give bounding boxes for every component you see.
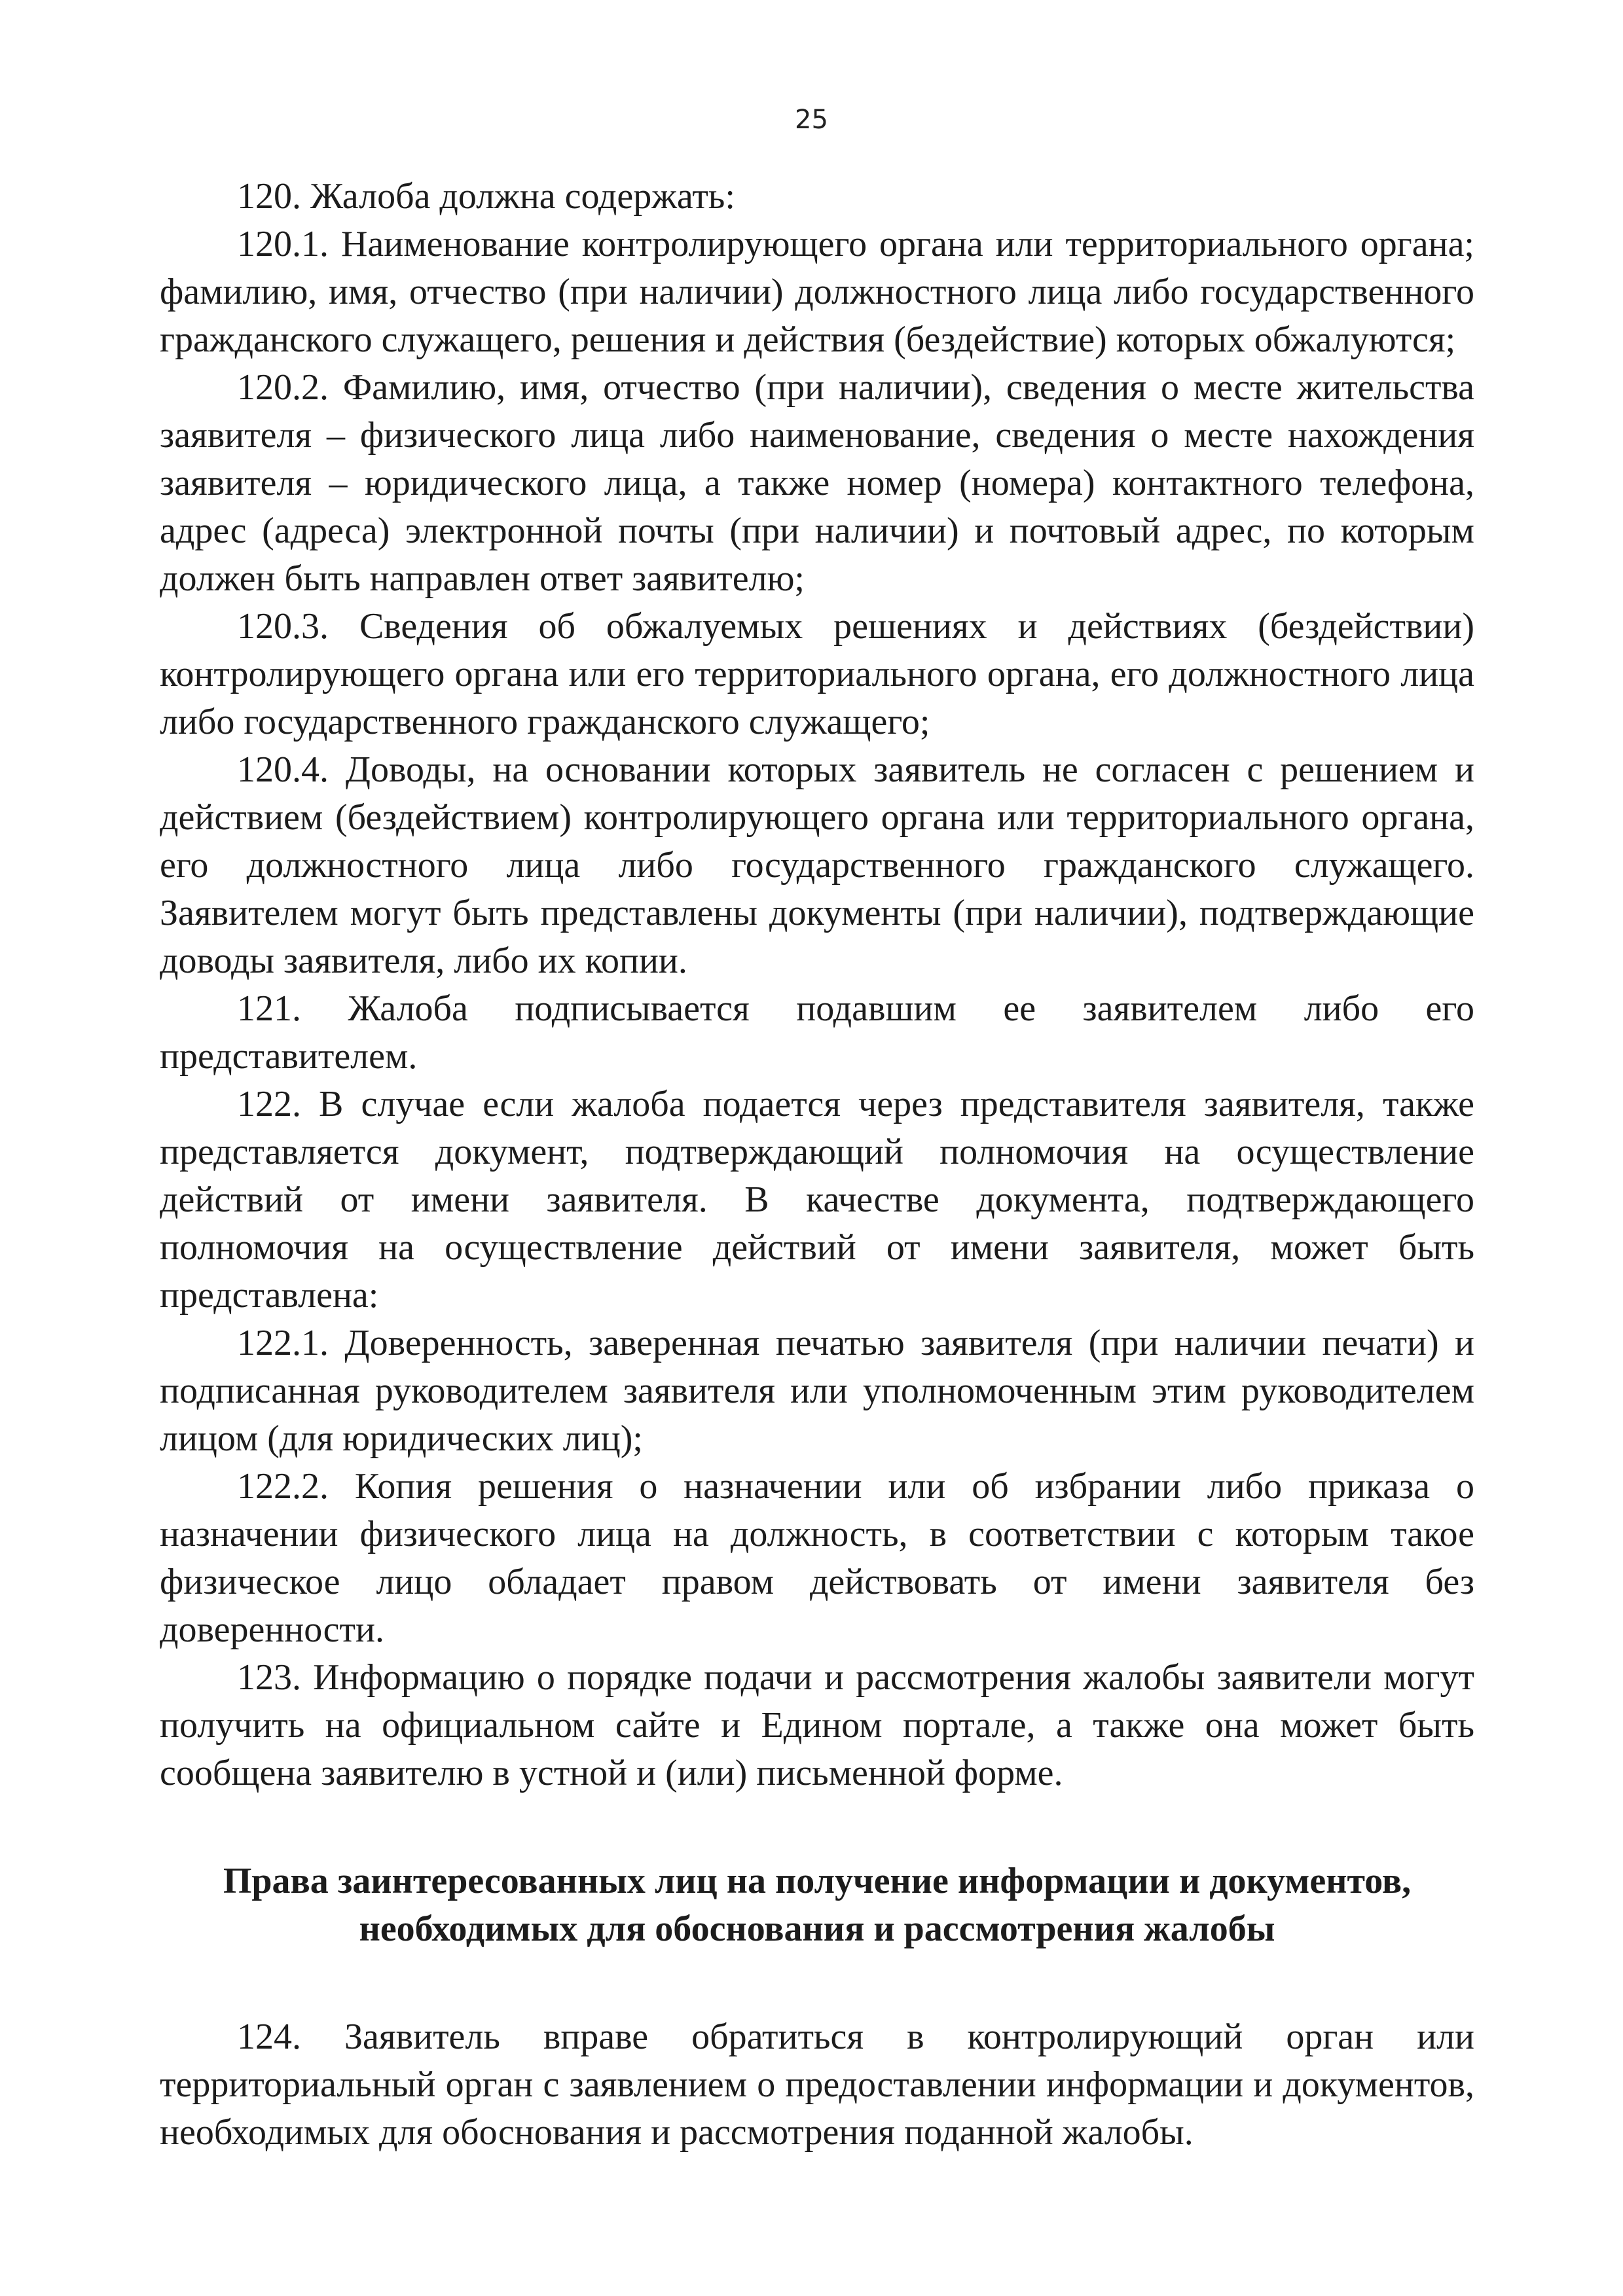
paragraph-123: 123. Информацию о порядке подачи и рассмотрения жалобы заявители могут получить на официальном сайте и Едином портале, а также она может быть сообщена заявителю в устной и (или) письменной форме. — [160, 1657, 1474, 1793]
paragraph-122-1: 122.1. Доверенность, заверенная печатью заявителя (при наличии печати) и подписанная руководителем заявителя или уполномоченным этим руководителем лицом (для юридических лиц); — [160, 1323, 1474, 1459]
section-heading — [160, 1857, 1474, 1953]
paragraph-122: 122. В случае если жалоба подается через представителя заявителя, также представляется документ, подтверждающий полномочия на осуществление действий от имени заявителя. В качестве документа, подтверждающего полномочия на осуществление действий от имени заявителя, может быть представлена: — [160, 1084, 1474, 1316]
paragraph-120-2: 120.2. Фамилию, имя, отчество (при наличии), сведения о месте жительства заявителя – физического лица либо наименование, сведения о месте нахождения заявителя – юридического лица, а также номер (номера) контактного телефона, адрес (адреса) электронной почты (при наличии) и почтовый адрес, по которым должен быть направлен ответ заявителю; — [160, 367, 1474, 599]
paragraph-121: 121. Жалоба подписывается подавшим ее заявителем либо его представителем. — [160, 988, 1474, 1077]
section-heading-line-2: необходимых для обоснования и рассмотрения жалобы — [359, 1909, 1275, 1949]
page-number: 25 — [795, 105, 828, 135]
paragraph-124: 124. Заявитель вправе обратиться в контролирующий орган или территориальный орган с заявлением о предоставлении информации и документов, необходимых для обоснования и рассмотрения поданной жалобы. — [160, 2017, 1474, 2153]
section-heading-line-1: Права заинтересованных лиц на получение информации и документов, — [223, 1861, 1412, 1901]
document-body — [160, 173, 1474, 2157]
paragraph-120-3: 120.3. Сведения об обжалуемых решениях и действиях (бездействии) контролирующего органа или его территориального органа, его должностного лица либо государственного гражданского служащего; — [160, 606, 1474, 742]
paragraph-120: 120. Жалоба должна содержать: — [237, 176, 735, 217]
paragraph-120-4: 120.4. Доводы, на основании которых заявитель не согласен с решением и действием (бездействием) контролирующего органа или территориального органа, его должностного лица либо государственного гражданского служащего. Заявителем могут быть представлены документы (при наличии), подтверждающие доводы заявителя, либо их копии. — [160, 749, 1474, 981]
paragraph-120-1: 120.1. Наименование контролирующего органа или территориального органа; фамилию, имя, отчество (при наличии) должностного лица либо государственного гражданского служащего, решения и действия (бездействие) которых обжалуются; — [160, 224, 1474, 360]
paragraph-122-2: 122.2. Копия решения о назначении или об избрании либо приказа о назначении физического лица на должность, в соответствии с которым такое физическое лицо обладает правом действовать от имени заявителя без доверенности. — [160, 1466, 1474, 1650]
